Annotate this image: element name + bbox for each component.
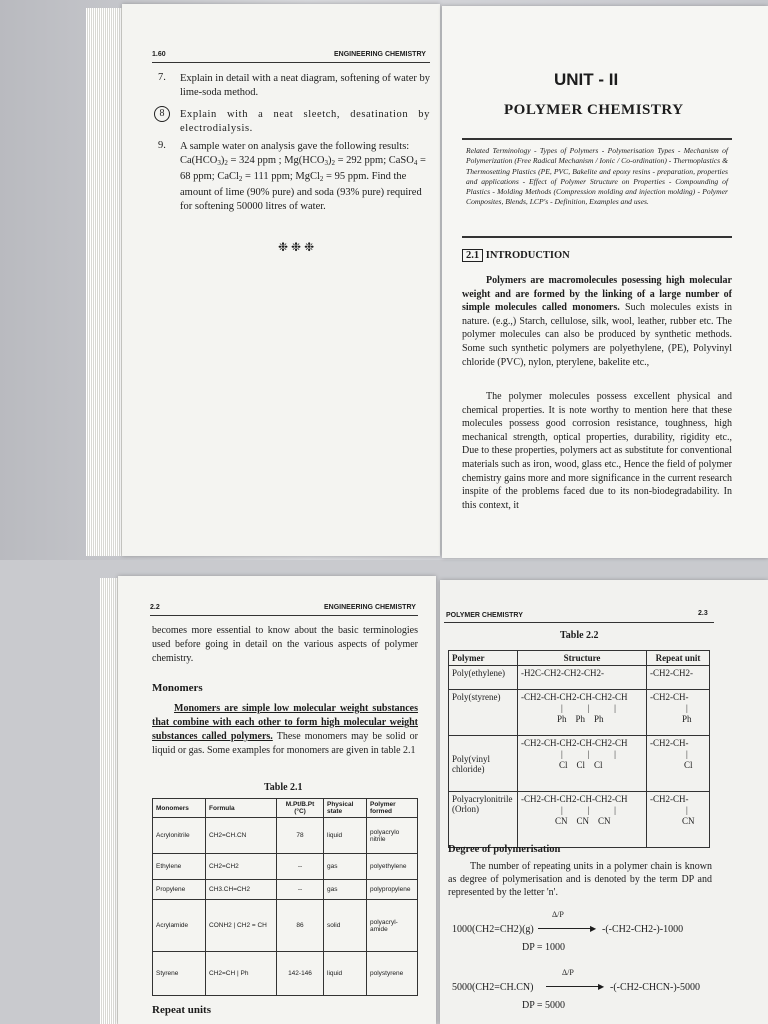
- paragraph-text: These monomers may be solid or liquid or gas. Some examples for monomers are given in table 2.1: [152, 731, 418, 756]
- table-cell: polyethylene: [367, 854, 418, 880]
- repeat-unit: -CH2-CH-: [650, 794, 689, 804]
- table-header-cell: Monomers: [153, 799, 206, 818]
- table-cell: CH2=CH2: [206, 854, 277, 880]
- bond-lines: | | |: [561, 703, 616, 713]
- table-cell: liquid: [324, 952, 367, 996]
- repeat-unit: -CH2-CH-: [650, 738, 689, 748]
- question-number: 9.: [158, 140, 166, 151]
- table-header-row: [449, 651, 710, 666]
- structure-formula: -CH2-CH-CH2-CH-CH2-CH: [521, 692, 628, 702]
- substituent-labels: Cl Cl Cl: [559, 760, 603, 770]
- bond-lines: |: [686, 703, 688, 713]
- book-page-edges: [86, 8, 124, 556]
- intro-paragraph: [462, 274, 732, 369]
- table-cell: [647, 690, 710, 736]
- reaction-arrow-icon: ▶: [598, 982, 605, 991]
- end-ornament: ❉ ❉ ❉: [278, 240, 315, 254]
- table-cell: [647, 792, 710, 848]
- section-heading: Monomers: [152, 682, 203, 694]
- table-cell: 86: [277, 900, 324, 952]
- table-header-cell: Polymer formed: [367, 799, 418, 818]
- question-number-circled: [154, 106, 170, 122]
- equation-1: [448, 910, 728, 960]
- product: -(-CH2-CH2-)-1000: [602, 924, 684, 935]
- reaction-condition: Δ/P: [562, 968, 574, 977]
- table-title: Table 2.1: [264, 782, 303, 793]
- table-cell: Polyacrylonitrile (Orlon): [449, 792, 518, 848]
- table-cell: --: [277, 880, 324, 900]
- section-title: INTRODUCTION: [485, 250, 570, 261]
- reaction-arrow-icon: [538, 928, 594, 929]
- table-cell: liquid: [324, 818, 367, 854]
- table-row: [153, 900, 418, 952]
- table-cell: --: [277, 854, 324, 880]
- repeat-unit: -CH2-CH-: [650, 692, 689, 702]
- table-cell: Poly(vinyl chloride): [449, 736, 518, 792]
- table-cell: CONH2 | CH2 = CH: [206, 900, 277, 952]
- table-cell: polyacryl-amide: [367, 900, 418, 952]
- bond-lines: | | |: [561, 805, 616, 815]
- table-header-cell: Structure: [518, 651, 647, 666]
- monomers-table: [152, 798, 418, 996]
- reaction-condition: Δ/P: [552, 910, 564, 919]
- degree-of-polymerisation: DP = 1000: [522, 942, 566, 953]
- table-header-cell: M.Pt/B.Pt (°C): [277, 799, 324, 818]
- definition-text: Polymers are macromolecules posessing high molecular weight and are formed by the linking of a large number of simple molecules called monomers.: [462, 275, 732, 314]
- table-cell: [518, 736, 647, 792]
- monomer-definition: [152, 702, 418, 758]
- table-cell: solid: [324, 900, 367, 952]
- bond-lines: |: [686, 749, 688, 759]
- bond-lines: | | |: [561, 749, 616, 759]
- header-rule: [444, 622, 714, 623]
- structure-formula: -H2C-CH2-CH2-CH2-: [521, 668, 604, 678]
- chapter-summary-box: [462, 138, 732, 238]
- table-cell: CH2=CH.CN: [206, 818, 277, 854]
- paragraph-text: becomes more essential to know about the basic terminologies used before going in detail on the various aspects of polymer chemistry.: [152, 625, 418, 664]
- header-rule: [152, 62, 430, 63]
- equation-2: [448, 968, 728, 1018]
- table-header-cell: Formula: [206, 799, 277, 818]
- question-text: Explain in detail with a neat diagram, softening of water by lime-soda method.: [180, 73, 430, 98]
- section-number: 2.1: [462, 249, 483, 262]
- section-heading: Repeat units: [152, 1004, 211, 1016]
- paragraph-text: Such molecules exists in nature. (e.g.,) Starch, cellulose, silk, wool, leather, rubber etc. The polymer molecules can also be produced by synthetic methods. Some such synthetic polymers are polyethylene, (PE), Polyvinyl chloride (PVC), nylon, pterylene, bakelite etc.,: [462, 302, 732, 368]
- table-cell: Acrylamide: [153, 900, 206, 952]
- table-header-row: [153, 799, 418, 818]
- table-cell: [518, 690, 647, 736]
- circle-mark-icon: 8: [154, 106, 170, 122]
- table-cell: Styrene: [153, 952, 206, 996]
- table-cell: [518, 666, 647, 690]
- table-cell: Ethylene: [153, 854, 206, 880]
- table-cell: Acrylonitrile: [153, 818, 206, 854]
- bond-lines: |: [686, 805, 688, 815]
- structure-formula: -CH2-CH-CH2-CH-CH2-CH: [521, 794, 628, 804]
- table-row: [153, 818, 418, 854]
- repeat-substituent: Cl: [684, 760, 693, 770]
- repeat-unit: -CH2-CH2-: [650, 668, 693, 678]
- table-cell: polypropylene: [367, 880, 418, 900]
- table-cell: polystyrene: [367, 952, 418, 996]
- reaction-arrow-icon: ▶: [590, 924, 597, 933]
- table-cell: Poly(styrene): [449, 690, 518, 736]
- table-row: [449, 792, 710, 848]
- running-head: ENGINEERING CHEMISTRY: [324, 604, 416, 611]
- question-text: Explain with a neat sleetch, desatination by electrodialysis.: [180, 109, 430, 134]
- section-heading: Degree of polymerisation: [448, 844, 561, 855]
- table-header-cell: Repeat unit: [647, 651, 710, 666]
- question-number: 7.: [158, 72, 166, 83]
- table-cell: Propylene: [153, 880, 206, 900]
- chapter-summary: Related Terminology - Types of Polymers - Polymerisation Types - Mechanism of Polymerization (Free Radical Mechanism / Ionic / Co-ordination) - Thermoplastics & Thermosetting Plastics (PE, PVC, Bakelite and epoxy resins - preparation, properties and applications - Effect of Polymer Structure on Properties - Compounding of Plastics - Molding Methods (Compression molding and injection molding) - Polymer Composites, Blends, LCP's - Definition, Examples and uses.: [466, 146, 728, 207]
- table-cell: gas: [324, 880, 367, 900]
- substituent-labels: CN CN CN: [555, 816, 611, 826]
- repeat-substituent: Ph: [682, 714, 692, 724]
- question-text: A sample water on analysis gave the following results: $Ca(HCO_3)_2 = 324$ ppm ; $Mg(HCO_3)_2 = 292$ ppm; CaSO$_4$ = 68 ppm; CaCl$_2$ = 111 ppm; MgCl$_2$ = 95 ppm. Find the amount of lime (90% pure) and soda (93% pure) required for softening 50000 litres of water.: [180, 141, 426, 212]
- table-cell: [518, 792, 647, 848]
- definition-text: Monomers are simple low molecular weight substances that combine with each other to form high molecular weight substances called polymers.: [152, 703, 418, 742]
- table-row: [449, 736, 710, 792]
- reactant: 1000(CH2=CH2)(g): [452, 924, 534, 935]
- polymer-structures-table: [448, 650, 710, 848]
- table-cell: Poly(ethylene): [449, 666, 518, 690]
- dp-definition: The number of repeating units in a polymer chain is known as degree of polymerisation and is denoted by the term DP and represented by the letter 'n'.: [448, 861, 712, 898]
- table-cell: CH2=CH | Ph: [206, 952, 277, 996]
- running-head: POLYMER CHEMISTRY: [446, 612, 523, 619]
- table-cell: 78: [277, 818, 324, 854]
- table-row: [153, 854, 418, 880]
- product: -(-CH2-CHCN-)-5000: [610, 982, 700, 993]
- table-row: [153, 880, 418, 900]
- table-row: [449, 690, 710, 736]
- page-number: 2.3: [698, 610, 708, 617]
- page-1-60: [122, 4, 440, 556]
- table-title: Table 2.2: [560, 630, 599, 641]
- header-rule: [150, 615, 418, 616]
- table-row: [449, 666, 710, 690]
- page-number: 2.2: [150, 604, 160, 611]
- repeat-substituent: CN: [682, 816, 695, 826]
- table-header-cell: Polymer: [449, 651, 518, 666]
- table-cell: CH3.CH=CH2: [206, 880, 277, 900]
- table-cell: [647, 736, 710, 792]
- chapter-title: POLYMER CHEMISTRY: [504, 102, 684, 118]
- page-2-3: [440, 580, 768, 1024]
- reactant: 5000(CH2=CH.CN): [452, 982, 534, 993]
- table-cell: [647, 666, 710, 690]
- substituent-labels: Ph Ph Ph: [557, 714, 604, 724]
- unit-title: UNIT - II: [554, 70, 619, 89]
- table-row: [153, 952, 418, 996]
- page-number: 1.60: [152, 51, 166, 58]
- section-heading: [462, 250, 570, 261]
- properties-paragraph: The polymer molecules possess excellent physical and chemical properties. It is note worthy to mention here that these molecules possess good corrosion resistance, toughness, high mechanical strength, optical properties, durability, rigidity etc., Due to these properties, polymers act as substitute for conventional materials such as iron, wood, glass etc., Hence the field of polymer chemistry gains more and more significance in the current research inspite of the problems faced due to its non-biodegradability. In this context, it: [462, 391, 732, 511]
- table-header-cell: Physical state: [324, 799, 367, 818]
- page-2-2: [118, 576, 436, 1024]
- running-head: ENGINEERING CHEMISTRY: [334, 51, 426, 58]
- structure-formula: -CH2-CH-CH2-CH-CH2-CH: [521, 738, 628, 748]
- table-cell: gas: [324, 854, 367, 880]
- table-cell: polyacrylo nitrile: [367, 818, 418, 854]
- reaction-arrow-icon: [546, 986, 602, 987]
- table-cell: 142-146: [277, 952, 324, 996]
- page-unit-2: [442, 6, 768, 558]
- degree-of-polymerisation: DP = 5000: [522, 1000, 566, 1011]
